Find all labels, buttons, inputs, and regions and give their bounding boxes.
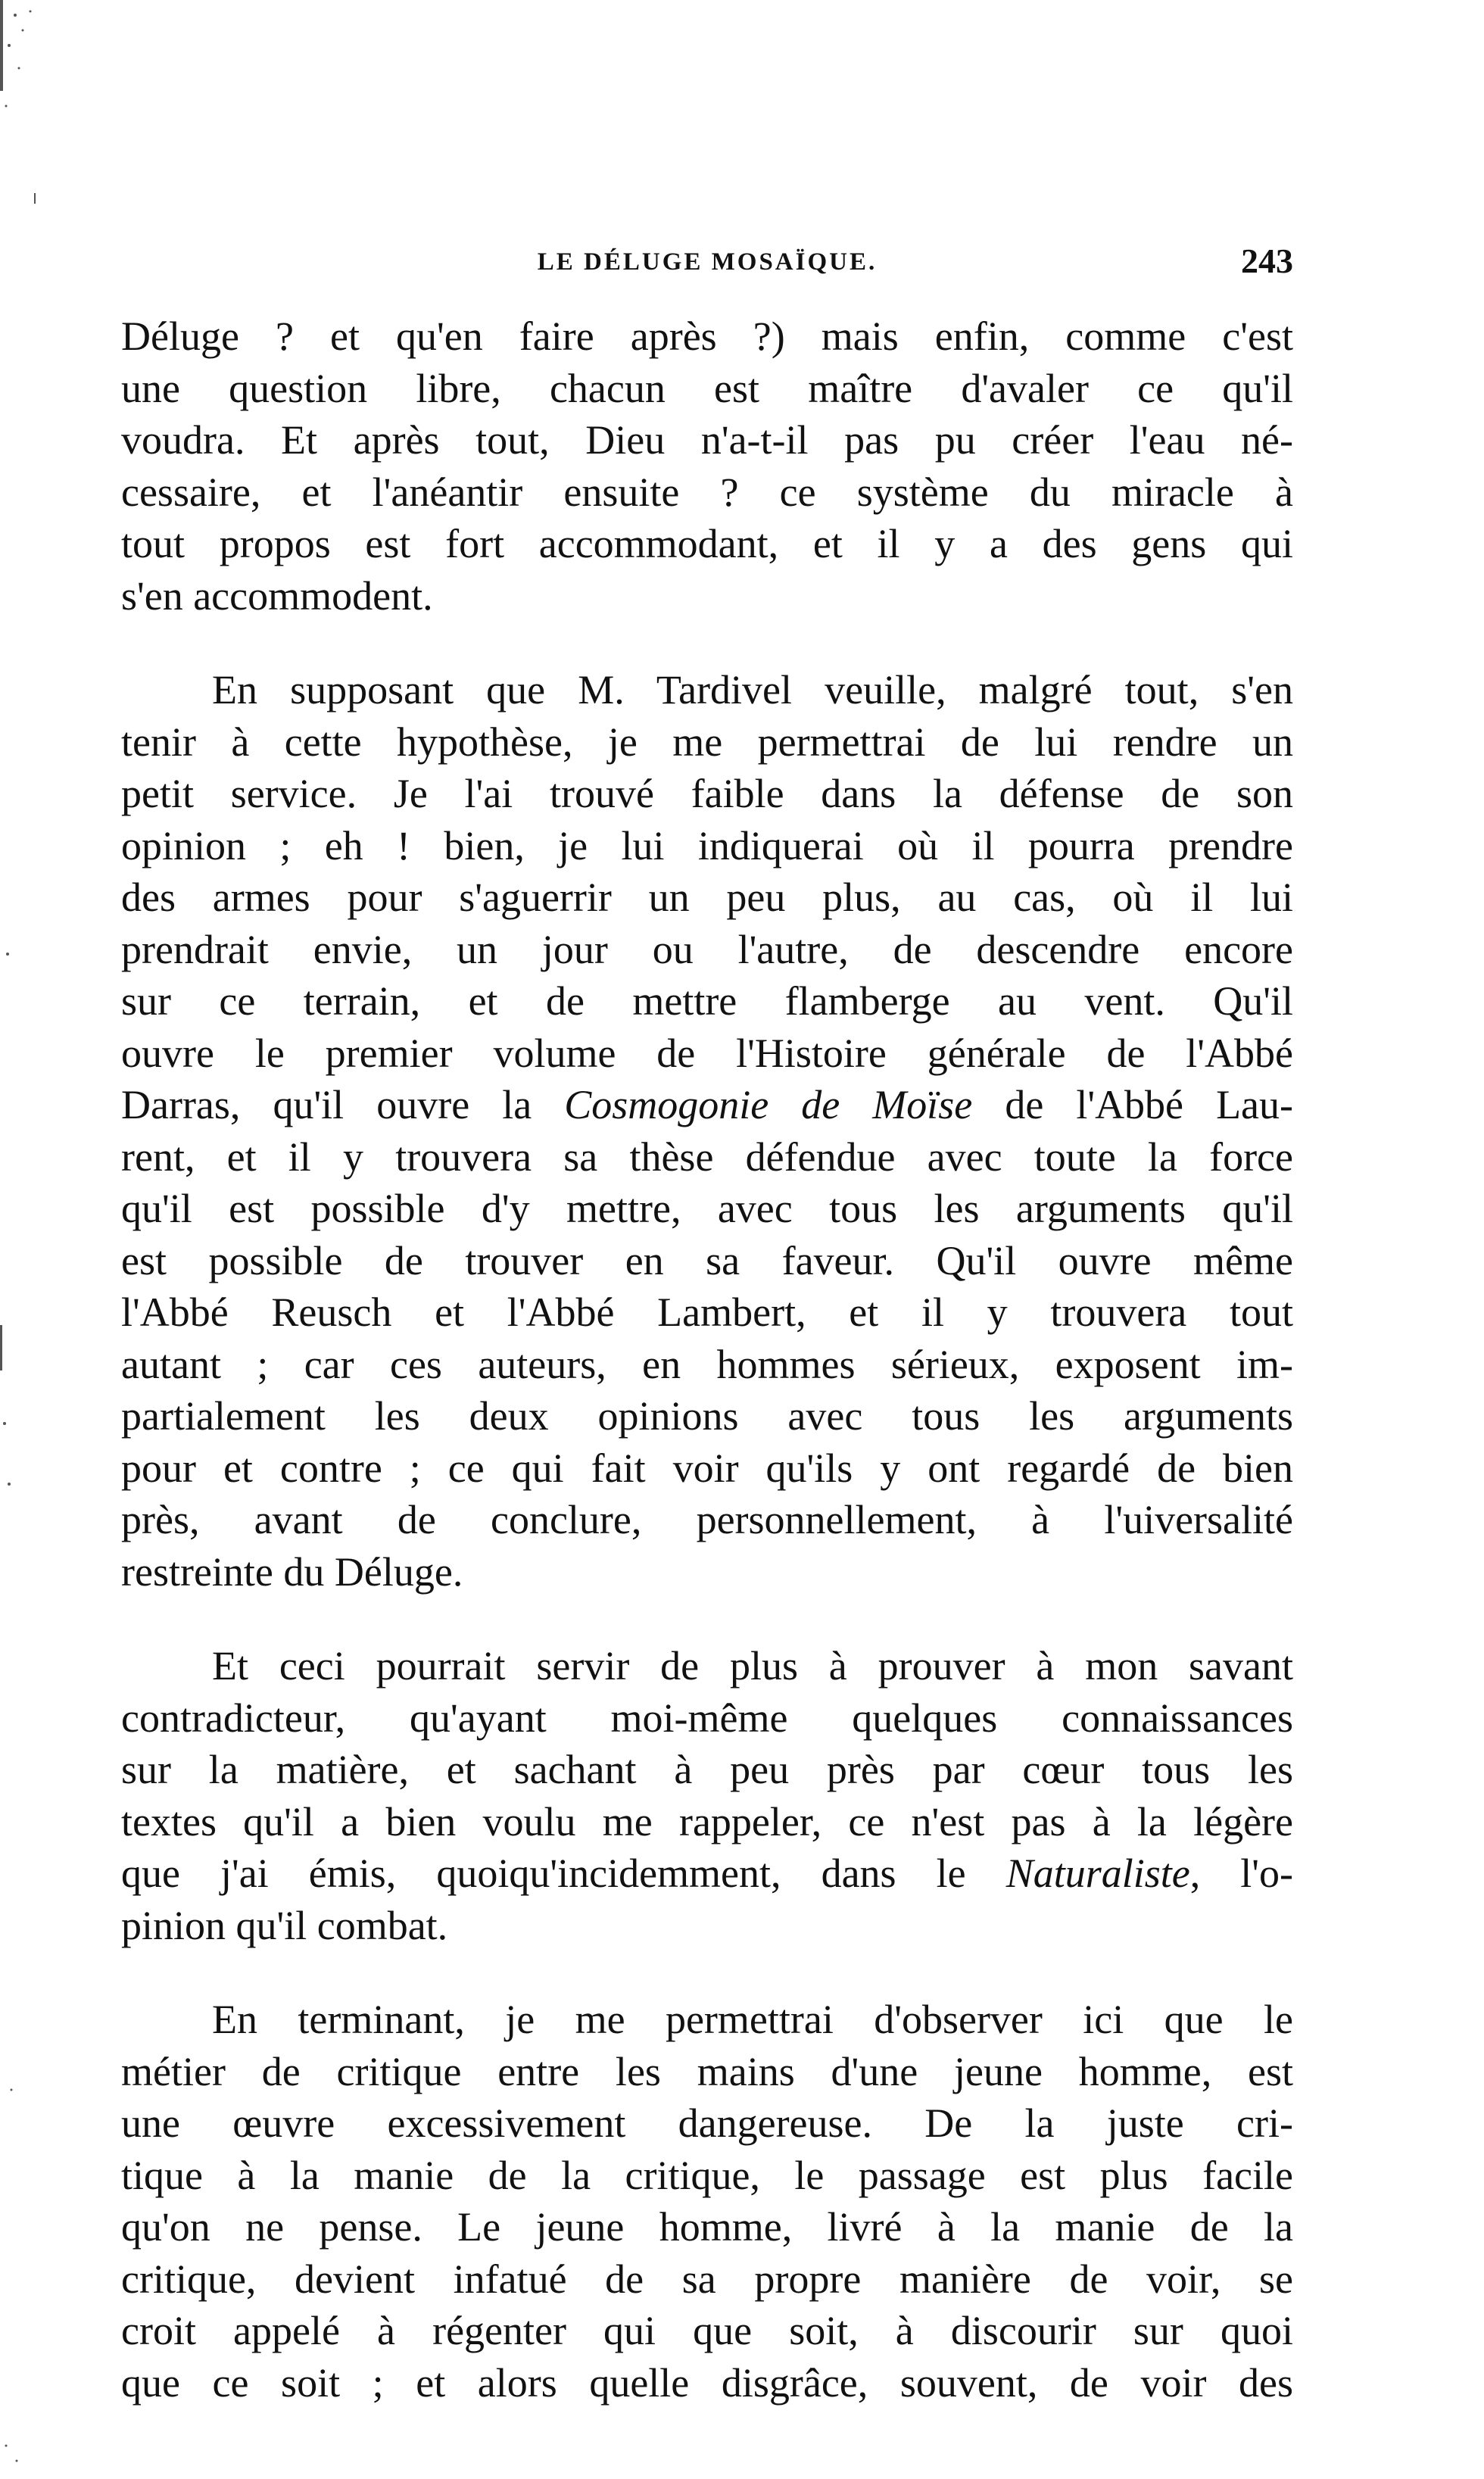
body-text [121,310,1293,2409]
text-line: Déluge ? et qu'en faire après ?) mais enfin, comme c'est [121,313,1293,359]
text-line: qu'on ne pense. Le jeune homme, livré à la manie de la [121,2204,1293,2250]
text-line: ouvre le premier volume de l'Histoire générale de l'Abbé [121,1030,1293,1076]
text-line: sur ce terrain, et de mettre flamberge au vent. Qu'il [121,978,1293,1024]
text-line: opinion ; eh ! bien, je lui indiquerai où il pourra prendre [121,822,1293,868]
text-line: qu'il est possible d'y mettre, avec tous les arguments qu'il [121,1186,1293,1231]
text-line: s'en accommodent. [121,572,433,619]
text-line: Darras, qu'il ouvre la Cosmogonie de Moïse de l'Abbé Lau- [121,1082,1294,1127]
text-line: près, avant de conclure, personnellement, à l'uiversalité [121,1497,1293,1542]
text-line: contradicteur, qu'ayant moi-même quelques connaissances [121,1695,1293,1741]
running-header [121,241,1293,286]
page-edge-specks [0,0,45,2475]
text-line: pinion qu'il combat. [121,1902,448,1948]
paragraph-gap [121,1598,1293,1640]
text-line: croit appelé à régenter qui que soit, à discourir sur quoi [121,2308,1293,2353]
text-line: tique à la manie de la critique, le passage est plus facile [121,2152,1293,2198]
text-line: une œuvre excessivement dangereuse. De la juste cri- [121,2100,1293,2146]
text-line: métier de critique entre les mains d'une jeune homme, est [121,2048,1293,2094]
paragraph [121,1640,1293,1951]
text-line: pour et contre ; ce qui fait voir qu'ils y ont regardé de bien [121,1445,1293,1491]
text-line: partialement les deux opinions avec tous les arguments [121,1393,1293,1439]
text-line: est possible de trouver en sa faveur. Qu'il ouvre même [121,1237,1293,1283]
text-line: autant ; car ces auteurs, en hommes sérieux, exposent im- [121,1341,1293,1387]
text-line: prendrait envie, un jour ou l'autre, de descendre encore [121,926,1293,972]
text-line: restreinte du Déluge. [121,1548,463,1595]
text-line: petit service. Je l'ai trouvé faible dans la défense de son [121,771,1293,816]
text-line: que ce soit ; et alors quelle disgrâce, souvent, de voir des [121,2359,1293,2406]
text-line: l'Abbé Reusch et l'Abbé Lambert, et il y trouvera tout [121,1289,1293,1335]
text-line: sur la matière, et sachant à peu près par cœur tous les [121,1747,1293,1792]
paragraph [121,310,1293,622]
paragraph [121,1994,1293,2409]
text-line: que j'ai émis, quoiqu'incidemment, dans le Naturaliste, l'o- [121,1851,1294,1896]
text-line: En supposant que M. Tardivel veuille, malgré tout, s'en [212,667,1293,713]
text-line: critique, devient infatué de sa propre manière de voir, se [121,2256,1293,2302]
paragraph [121,664,1293,1598]
italic-title: Cosmogonie de Moïse [564,1082,973,1127]
text-line: rent, et il y trouvera sa thèse défendue avec toute la force [121,1133,1293,1180]
text-line: textes qu'il a bien voulu me rappeler, ce n'est pas à la légère [121,1798,1293,1844]
text-line: cessaire, et l'anéantir ensuite ? ce système du miracle à [121,469,1293,515]
text-line: une question libre, chacun est maître d'avaler ce qu'il [121,365,1293,411]
text-line: tenir à cette hypothèse, je me permettrai de lui rendre un [121,719,1293,765]
page-number: 243 [1241,242,1293,280]
paragraph-gap [121,622,1293,664]
paragraph-gap [121,1951,1293,1994]
running-title: LE DÉLUGE MOSAÏQUE. [537,248,878,276]
text-line: voudra. Et après tout, Dieu n'a-t-il pas pu créer l'eau né- [121,417,1293,463]
text-line: En terminant, je me permettrai d'observer ici que le [212,1997,1293,2042]
text-line: Et ceci pourrait servir de plus à prouver à mon savant [212,1643,1293,1689]
italic-title: Naturaliste [1005,1851,1190,1896]
text-line: tout propos est fort accommodant, et il y a des gens qui [121,521,1293,566]
text-line: des armes pour s'aguerrir un peu plus, au cas, où il lui [121,875,1293,920]
